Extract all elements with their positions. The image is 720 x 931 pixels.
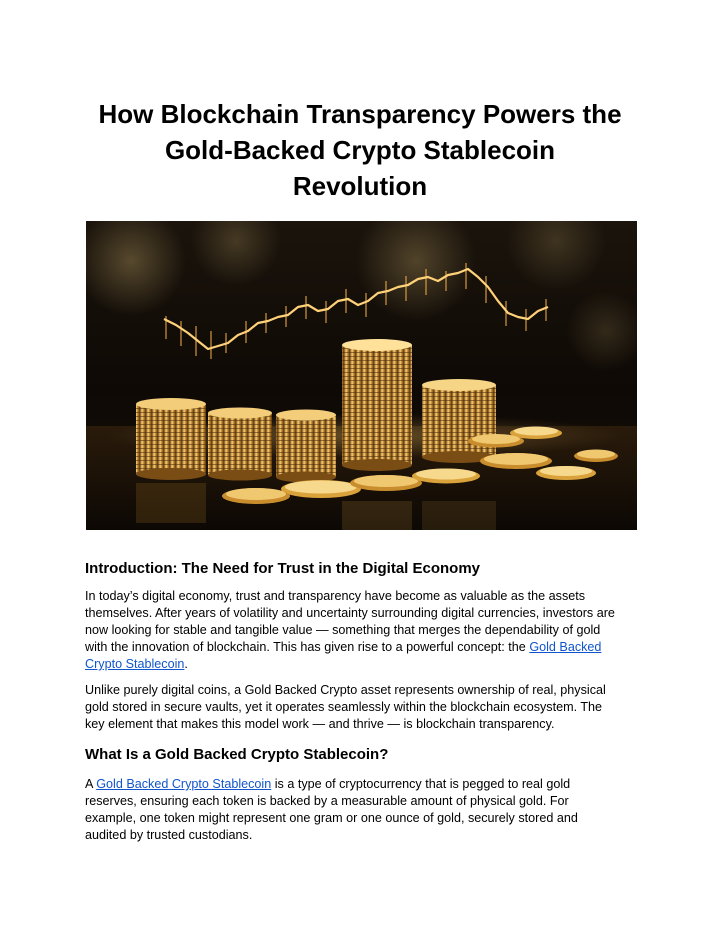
title-line-3: Revolution	[292, 171, 428, 201]
gold-backed-stablecoin-link-2[interactable]: Gold Backed Crypto Stablecoin	[96, 777, 272, 791]
intro-p1-line-4	[85, 639, 641, 656]
intro-paragraph-1	[85, 588, 641, 673]
what-is-line-3: example, one token might represent one gram or one ounce of gold, securely stored and	[85, 811, 578, 825]
what-is-line-4: audited by trusted custodians.	[85, 828, 253, 842]
what-is-line-1	[85, 776, 641, 793]
intro-p1-line-1: In today’s digital economy, trust and transparency have become as valuable as the assets	[85, 589, 586, 603]
what-is-paragraph	[85, 776, 641, 844]
intro-p1-line-2: themselves. After years of volatility and uncertainty surrounding digital currencies, investors are	[85, 606, 615, 620]
intro-p1-line-4-text: with the innovation of blockchain. This has given rise to a powerful concept: the	[85, 640, 530, 654]
page-title	[80, 96, 640, 204]
intro-p1-line-3: now looking for stable and tangible value — something that merges the dependability of gold	[85, 623, 601, 637]
what-is-prefix: A	[85, 777, 97, 791]
intro-p1-line-5	[85, 656, 641, 673]
what-is-line-1-suffix: is a type of cryptocurrency that is pegged to real gold	[271, 777, 571, 791]
title-line-1: How Blockchain Transparency Powers the	[98, 99, 622, 129]
intro-p2-line-3: key element that makes this model work — and thrive — is blockchain transparency.	[85, 717, 555, 731]
gold-backed-stablecoin-link[interactable]: Gold Backed	[529, 640, 602, 654]
intro-p2-line-2: gold stored in secure vaults, yet it operates seamlessly within the blockchain ecosystem. The	[85, 700, 603, 714]
intro-paragraph-2	[85, 682, 641, 733]
gold-backed-stablecoin-link-continued[interactable]: Crypto Stablecoin	[85, 657, 185, 671]
what-is-line-2: reserves, ensuring each token is backed by a measurable amount of physical gold. For	[85, 794, 569, 808]
title-line-2: Gold-Backed Crypto Stablecoin	[164, 135, 556, 165]
section-heading-what-is: What Is a Gold Backed Crypto Stablecoin?	[85, 746, 389, 763]
intro-p2-line-1: Unlike purely digital coins, a Gold Backed Crypto asset represents ownership of real, physical	[85, 683, 606, 697]
hero-image	[86, 221, 637, 530]
intro-p1-period: .	[184, 657, 188, 671]
section-heading-intro: Introduction: The Need for Trust in the Digital Economy	[85, 560, 481, 577]
